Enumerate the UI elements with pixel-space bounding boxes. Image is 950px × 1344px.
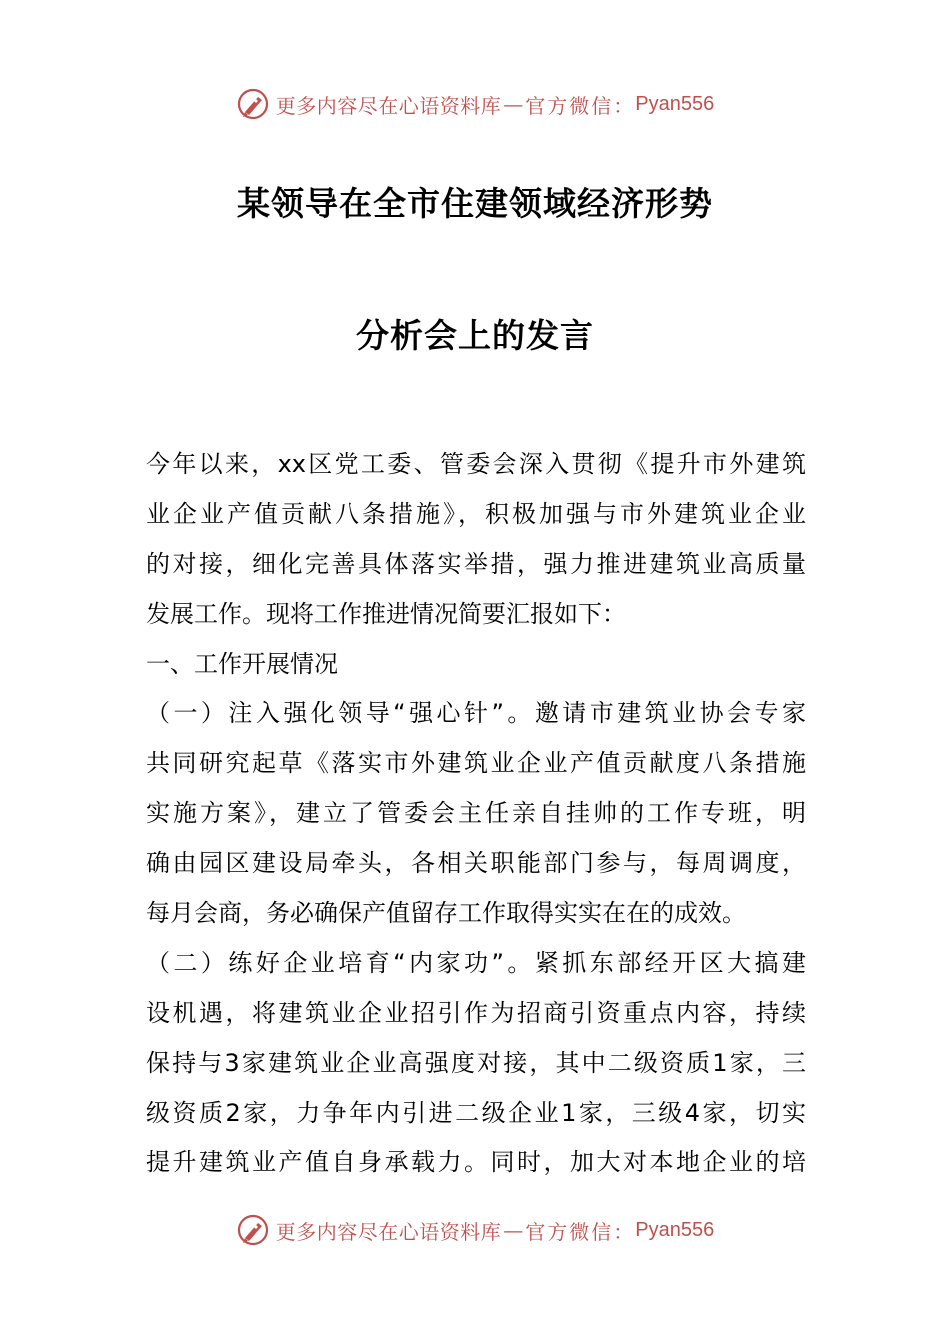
body-line: 发展工作。现将工作推进情况简要汇报如下：: [146, 599, 626, 628]
banner-wechat-label: 官方微信：: [525, 1219, 636, 1244]
banner-separator: —: [503, 1218, 524, 1242]
body-line: 设机遇，将建筑业企业招引作为招商引资重点内容，持续: [146, 998, 806, 1027]
body-line: 提升建筑业产值自身承载力。同时，加大对本地企业的培: [146, 1148, 806, 1177]
body-line: 确由园区建设局牵头，各相关职能部门参与，每周调度，: [146, 849, 806, 878]
pen-nib-logo-icon: [236, 1213, 270, 1247]
banner-wechat-label: 官方微信：: [525, 93, 636, 118]
body-line: 每月会商，务必确保产值留存工作取得实实在在的成效。: [146, 899, 746, 928]
banner-wechat-id: Pyan556: [635, 92, 715, 115]
banner-wechat-id: Pyan556: [635, 1218, 715, 1241]
body-line: 共同研究起草《落实市外建筑业企业产值贡献度八条措施: [146, 749, 806, 778]
header-watermark-banner: [0, 82, 950, 126]
body-line: （一）注入强化领导“强心针”。邀请市建筑业协会专家: [146, 699, 806, 728]
footer-watermark-banner: [0, 1208, 950, 1252]
body-line: 保持与3家建筑业企业高强度对接，其中二级资质1家，三: [146, 1048, 806, 1077]
banner-brand-text: 更多内容尽在心语资料库: [275, 93, 502, 118]
body-line: 级资质2家，力争年内引进二级企业1家，三级4家，切实: [146, 1098, 806, 1127]
document-body: [146, 440, 806, 1188]
document-title-line-2: 分析会上的发言: [356, 316, 594, 355]
banner-brand-text: 更多内容尽在心语资料库: [275, 1219, 502, 1244]
body-line: 实施方案》，建立了管委会主任亲自挂帅的工作专班，明: [146, 799, 806, 828]
banner-separator: —: [503, 92, 524, 116]
body-line: 今年以来，xx区党工委、管委会深入贯彻《提升市外建筑: [146, 450, 806, 478]
body-line: 的对接，细化完善具体落实举措，强力推进建筑业高质量: [146, 549, 806, 578]
body-line: （二）练好企业培育“内家功”。紧抓东部经开区大搞建: [146, 948, 806, 977]
pen-nib-logo-icon: [236, 87, 270, 121]
section-heading: 一、工作开展情况: [146, 649, 338, 678]
body-line: 业企业产值贡献八条措施》，积极加强与市外建筑业企业: [146, 499, 806, 528]
document-title-line-1: 某领导在全市住建领域经济形势: [237, 184, 713, 223]
